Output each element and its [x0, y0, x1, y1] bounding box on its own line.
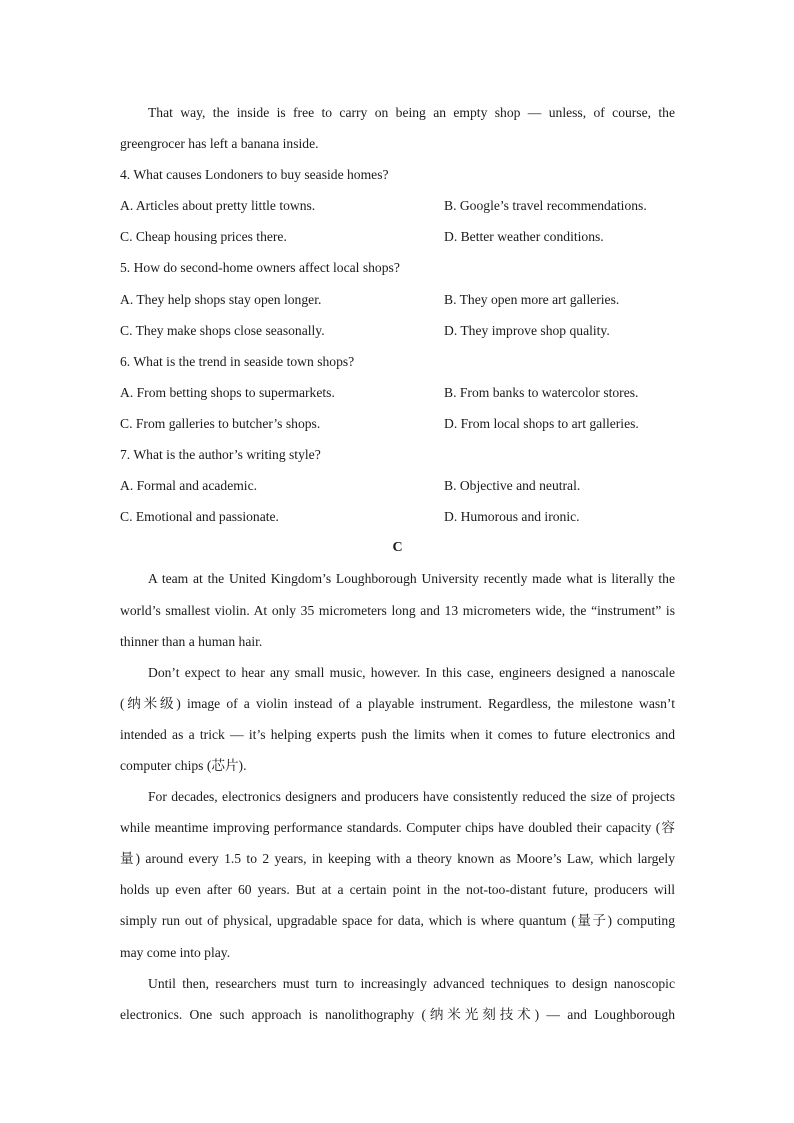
option-c: C. Cheap housing prices there.	[120, 229, 287, 245]
option-c: C. They make shops close seasonally.	[120, 322, 325, 338]
option-c: C. From galleries to butcher’s shops.	[120, 415, 321, 431]
text-line: 量) around every 1.5 to 2 years, in keeping with a theory known as Moore’s Law, which largely	[120, 851, 675, 867]
option-c: C. Emotional and passionate.	[120, 509, 279, 525]
passage-b-ending	[120, 97, 675, 159]
text-line: Don’t expect to hear any small music, however. In this case, engineers designed a nanoscale	[148, 664, 675, 680]
question-6	[120, 346, 675, 439]
text-line: world’s smallest violin. At only 35 micrometers long and 13 micrometers wide, the “instrument” is	[120, 602, 675, 618]
text-line: simply run out of physical, upgradable space for data, which is where quantum (量子) computing	[120, 913, 675, 929]
option-a: A. They help shops stay open longer.	[120, 291, 322, 307]
text-line: That way, the inside is free to carry on being an empty shop — unless, of course, the	[148, 105, 675, 120]
text-line: while meantime improving performance standards. Computer chips have doubled their capacity (容	[120, 820, 675, 836]
text-line: Until then, researchers must turn to increasingly advanced techniques to design nanoscopic	[148, 975, 675, 991]
paragraph-1	[120, 563, 675, 656]
text-line: intended as a trick — it’s helping experts push the limits when it comes to future electronics and	[120, 726, 675, 742]
text-line: computer chips (芯片).	[120, 757, 247, 773]
question-stem: 5. How do second-home owners affect local shops?	[120, 260, 400, 276]
paragraph-2	[120, 657, 675, 781]
question-stem: 7. What is the author’s writing style?	[120, 447, 321, 463]
option-d: D. From local shops to art galleries.	[444, 415, 639, 431]
text-line: A team at the United Kingdom’s Loughborough University recently made what is literally the	[148, 571, 675, 587]
question-5	[120, 252, 675, 345]
paragraph-3	[120, 781, 675, 968]
text-line: thinner than a human hair.	[120, 633, 263, 649]
option-d: D. Better weather conditions.	[444, 229, 604, 245]
option-d: D. They improve shop quality.	[444, 322, 610, 338]
option-a: A. Articles about pretty little towns.	[120, 198, 316, 214]
question-7	[120, 439, 675, 532]
section-title: C	[392, 540, 403, 556]
question-stem: 4. What causes Londoners to buy seaside homes?	[120, 167, 389, 183]
option-d: D. Humorous and ironic.	[444, 509, 580, 525]
text-line: (纳米级) image of a violin instead of a playable instrument. Regardless, the milestone wasn’t	[120, 695, 675, 711]
text-line: may come into play.	[120, 944, 231, 960]
option-b: B. Google’s travel recommendations.	[444, 198, 647, 214]
text-line: holds up even after 60 years. But at a certain point in the not-too-distant future, producers will	[120, 882, 675, 898]
question-4	[120, 159, 675, 252]
text-line: electronics. One such approach is nanolithography (纳米光刻技术) — and Loughborough	[120, 1006, 675, 1022]
option-b: B. From banks to watercolor stores.	[444, 384, 639, 400]
document-page	[120, 97, 675, 1030]
paragraph-4	[120, 968, 675, 1030]
option-a: A. Formal and academic.	[120, 478, 258, 494]
text-line: For decades, electronics designers and producers have consistently reduced the size of projects	[148, 789, 675, 805]
question-stem: 6. What is the trend in seaside town shops?	[120, 353, 355, 369]
option-b: B. They open more art galleries.	[444, 291, 620, 307]
option-a: A. From betting shops to supermarkets.	[120, 384, 335, 400]
text-line: greengrocer has left a banana inside.	[120, 136, 319, 152]
option-b: B. Objective and neutral.	[444, 478, 581, 494]
